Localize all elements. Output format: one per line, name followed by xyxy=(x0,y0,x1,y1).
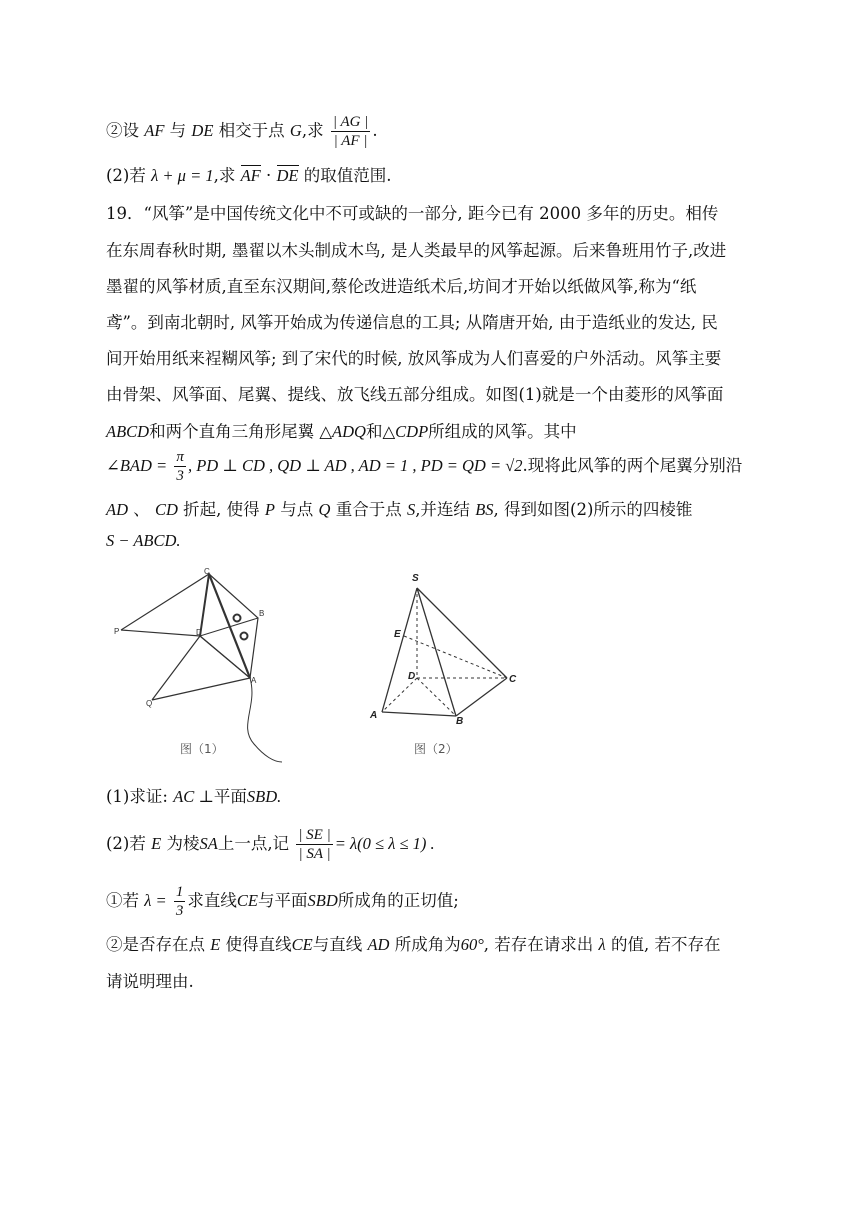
math-bs: BS xyxy=(475,500,494,519)
denominator: 3 xyxy=(175,903,184,919)
math-cdp: △CDP xyxy=(382,422,429,441)
text: ,并连结 xyxy=(415,500,470,519)
fig2-label-a: A xyxy=(370,710,378,721)
q19-line-5: 间开始用纸来裎糊风筝; 到了宋代的时候, 放风筝成为人们喜爱的户外活动。风筝主要 xyxy=(106,349,722,368)
fig1-label-c: C xyxy=(204,567,210,576)
fig1-label-p: P xyxy=(114,627,120,636)
q19-part-2-2 xyxy=(106,932,720,958)
text: 与点 xyxy=(280,500,314,519)
edge-bc xyxy=(456,678,507,716)
fig1-label-q: Q xyxy=(146,699,153,708)
math-ce: CE xyxy=(291,935,313,954)
text: 和两个直角三角形尾翼 xyxy=(149,422,315,441)
math-p: P xyxy=(264,500,276,519)
q19-line-7 xyxy=(106,419,577,445)
text: 所组成的风筝。其中 xyxy=(428,422,577,441)
math-lambda-eq: λ = xyxy=(144,891,167,910)
text: 所成角的正切值; xyxy=(337,891,459,910)
math-lambda: λ xyxy=(598,935,606,954)
q19-line-1: 19．“风筝”是中国传统文化中不可或缺的一部分, 距今已有 2000 多年的历史。相传 xyxy=(106,204,719,223)
q19-line-4: 鸢”。到南北朝时, 风筝开始成为传递信息的工具; 从隋唐开始, 由于造纸业的发达, 民 xyxy=(106,313,718,332)
figure-2-pyramid xyxy=(362,570,522,730)
kite-string xyxy=(248,678,282,762)
q19-line-9 xyxy=(106,497,692,523)
kite-spine xyxy=(209,574,250,678)
text: 重合于点 xyxy=(335,500,402,519)
fraction-pi-3 xyxy=(174,448,186,485)
q19-line-6: 由骨架、风筝面、尾翼、提线、放飞线五部分组成。如图(1)就是一个由菱形的风筝面 xyxy=(106,385,724,404)
question-part-2-1: ②设 AF 与 DE 相交于点 G,求 $\frac{| AG |}{| AF |}$ . xyxy=(106,114,378,149)
edge-ab xyxy=(382,712,456,716)
math-de: DE xyxy=(191,121,214,140)
edge-sa xyxy=(382,588,417,712)
text: .现将此风筝的两个尾翼分别沿 xyxy=(522,456,743,475)
vector-af: AF xyxy=(240,166,261,185)
denominator: | AF | xyxy=(333,133,368,149)
text: 与直线 xyxy=(312,935,363,954)
fig1-label-b: B xyxy=(259,609,265,618)
math-cd: CD xyxy=(155,500,178,519)
math-bad: ∠BAD = xyxy=(106,456,168,475)
kite-crossbar xyxy=(200,618,258,636)
text: (1)求证: xyxy=(106,787,168,806)
kite-tail-cdp xyxy=(121,574,209,636)
text: , 得到如图(2)所示的四棱锥 xyxy=(493,500,693,519)
q19-line-10: S − ABCD. xyxy=(106,531,181,550)
q19-line-3: 墨翟的风筝材质,直至东汉期间,蔡伦改进造纸术后,坊间才开始以纸做风筝,称为“纸 xyxy=(106,277,697,296)
text: 与平面 xyxy=(258,891,308,910)
q19-part-2-2-cont: 请说明理由. xyxy=(106,972,194,991)
text: 折起, 使得 xyxy=(183,500,260,519)
math-e: E xyxy=(210,935,221,954)
fraction-1-3 xyxy=(174,883,186,920)
figure-2-caption: 图（2） xyxy=(414,742,458,756)
denominator: 3 xyxy=(176,468,184,484)
math-lambda-mu: λ + μ = 1 xyxy=(151,166,214,185)
fig2-label-b: B xyxy=(456,716,464,727)
text: 求直线 xyxy=(187,891,237,910)
text: 和 xyxy=(365,422,383,441)
fraction-ag-af xyxy=(331,113,370,150)
math-q: Q xyxy=(318,500,331,519)
math-ad: AD xyxy=(106,500,128,519)
text: 为棱 xyxy=(166,834,200,853)
math-ac-perp: AC ⊥ xyxy=(173,787,214,806)
question-part-2 xyxy=(106,163,392,189)
kite-edge-cd xyxy=(200,574,209,636)
text: 所成角为 xyxy=(394,935,461,954)
fig1-label-d: D xyxy=(196,628,202,637)
fig2-label-e: E xyxy=(394,629,401,640)
numerator: | SE | xyxy=(298,827,331,843)
q19-line-2: 在东周春秋时期, 墨翟以木头制成木鸟, 是人类最早的风筝起源。后来鲁班用竹子,改进 xyxy=(106,241,727,260)
kite-eye-1 xyxy=(234,615,241,622)
fig2-label-s: S xyxy=(412,573,419,584)
denominator: | SA | xyxy=(298,846,331,862)
text: ,求 xyxy=(213,166,236,185)
math-ad: AD xyxy=(367,935,390,954)
math-sbd: SBD. xyxy=(246,787,282,806)
text: 相交于点 xyxy=(218,121,285,140)
text: ,求 xyxy=(301,121,324,140)
figure-1-caption: 图（1） xyxy=(180,742,224,756)
fig2-label-c: C xyxy=(509,674,517,685)
numerator: π xyxy=(176,449,184,465)
math-sa: SA xyxy=(199,834,218,853)
text: 的值, 若不存在 xyxy=(610,935,721,954)
math-conditions: , PD ⊥ CD , QD ⊥ AD , AD = 1 , PD = QD = √2 xyxy=(187,456,523,475)
math-60deg: 60° xyxy=(460,935,484,954)
text: 与 xyxy=(169,121,187,140)
kite-eye-2 xyxy=(241,633,248,640)
text: , 若存在请求出 xyxy=(483,935,594,954)
fig2-label-d: D xyxy=(408,671,416,682)
kite-tail-adq xyxy=(152,636,250,700)
vector-de: DE xyxy=(276,166,299,185)
q19-part-2 xyxy=(106,826,435,863)
segment-ec-hidden xyxy=(404,636,507,678)
text: ②设 xyxy=(106,121,139,140)
math-af: AF xyxy=(144,121,165,140)
q19-line-8 xyxy=(106,448,742,485)
math-e: E xyxy=(151,834,162,853)
text: (2)若 xyxy=(106,166,146,185)
text: ①若 xyxy=(106,891,139,910)
math-g: G xyxy=(289,121,302,140)
text: 平面 xyxy=(213,787,247,806)
figure-1-kite xyxy=(108,566,313,766)
q19-part-2-1 xyxy=(106,883,459,920)
text: (2)若 xyxy=(106,834,146,853)
text: 、 xyxy=(133,500,150,519)
numerator: 1 xyxy=(175,884,184,900)
math-s: S xyxy=(406,500,416,519)
fig1-label-a: A xyxy=(251,676,257,685)
text: 使得直线 xyxy=(225,935,292,954)
text: 上一点,记 xyxy=(217,834,290,853)
math-lambda-range: = λ(0 ≤ λ ≤ 1) . xyxy=(334,834,435,853)
dot: · xyxy=(266,166,272,185)
text: 的取值范围. xyxy=(303,166,392,185)
q19-part-1 xyxy=(106,784,281,810)
fraction-se-sa xyxy=(296,826,332,863)
math-sbd: SBD xyxy=(307,891,338,910)
math-abcd: ABCD xyxy=(106,422,150,441)
math-ce: CE xyxy=(236,891,258,910)
text: ②是否存在点 xyxy=(106,935,205,954)
math-adq: △ADQ xyxy=(319,422,366,441)
numerator: | AG | xyxy=(332,114,369,130)
